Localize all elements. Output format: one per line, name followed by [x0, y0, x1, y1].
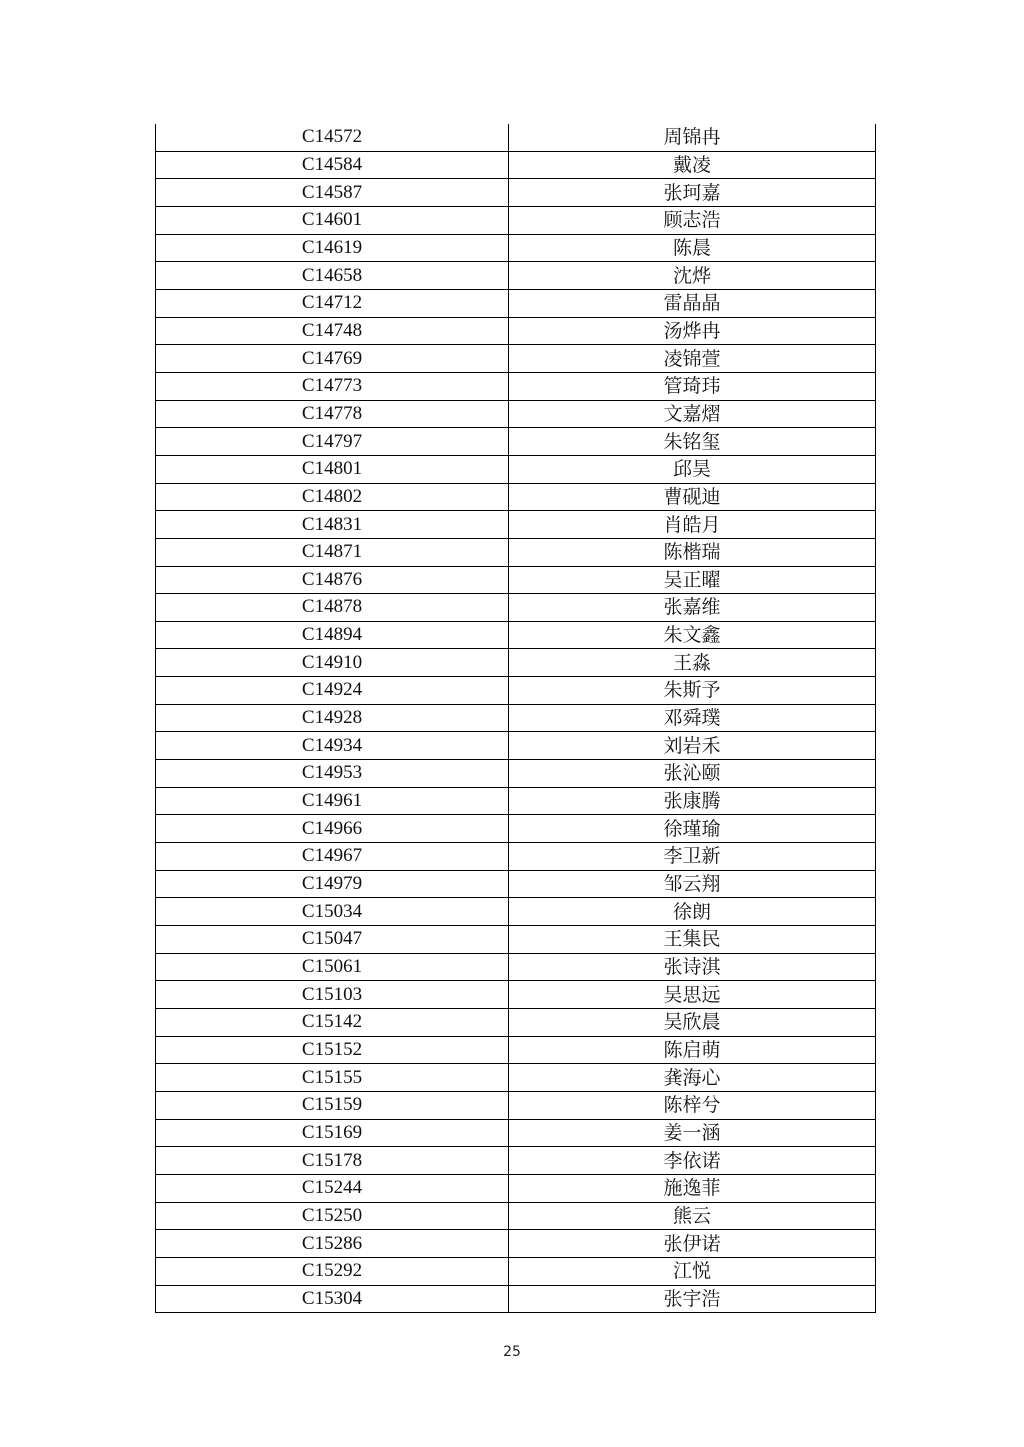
candidate-name-cell: 江悦	[509, 1257, 876, 1285]
table-row	[156, 400, 876, 428]
table-row	[156, 1147, 876, 1175]
table-row	[156, 428, 876, 456]
table-row	[156, 538, 876, 566]
candidate-id-cell: C14876	[156, 566, 509, 594]
candidate-name-cell: 顾志浩	[509, 206, 876, 234]
candidate-name-cell: 吴正曜	[509, 566, 876, 594]
candidate-name-cell: 陈晨	[509, 234, 876, 262]
table-row	[156, 206, 876, 234]
table-row	[156, 511, 876, 539]
candidate-name-cell: 邱昊	[509, 455, 876, 483]
table-row	[156, 677, 876, 705]
candidate-name-cell: 徐瑾瑜	[509, 815, 876, 843]
candidate-id-cell: C14966	[156, 815, 509, 843]
candidate-id-cell: C14797	[156, 428, 509, 456]
candidate-id-cell: C15169	[156, 1119, 509, 1147]
candidate-id-cell: C14894	[156, 621, 509, 649]
candidate-name-cell: 吴思远	[509, 981, 876, 1009]
candidate-id-cell: C15304	[156, 1285, 509, 1313]
candidate-id-cell: C15061	[156, 953, 509, 981]
candidate-id-cell: C14778	[156, 400, 509, 428]
candidate-name-cell: 文嘉熠	[509, 400, 876, 428]
candidate-id-cell: C14601	[156, 206, 509, 234]
candidate-name-cell: 龚海心	[509, 1064, 876, 1092]
candidate-name-cell: 朱文鑫	[509, 621, 876, 649]
candidate-id-cell: C14802	[156, 483, 509, 511]
candidate-id-cell: C14953	[156, 760, 509, 788]
table-row	[156, 124, 876, 151]
candidate-id-cell: C14831	[156, 511, 509, 539]
candidate-name-cell: 张沁颐	[509, 760, 876, 788]
candidate-id-cell: C14878	[156, 594, 509, 622]
candidate-name-cell: 朱斯予	[509, 677, 876, 705]
table-row	[156, 1202, 876, 1230]
table-row	[156, 483, 876, 511]
candidate-name-cell: 沈烨	[509, 262, 876, 290]
candidate-name-cell: 施逸菲	[509, 1174, 876, 1202]
candidate-name-cell: 张康腾	[509, 787, 876, 815]
table-row	[156, 1119, 876, 1147]
table-row	[156, 649, 876, 677]
candidate-id-cell: C14658	[156, 262, 509, 290]
table-row	[156, 870, 876, 898]
table-row	[156, 345, 876, 373]
candidate-name-cell: 李依诺	[509, 1147, 876, 1175]
candidate-name-cell: 徐朗	[509, 898, 876, 926]
candidate-name-cell: 邹云翔	[509, 870, 876, 898]
candidate-id-cell: C14871	[156, 538, 509, 566]
candidate-name-cell: 刘岩禾	[509, 732, 876, 760]
candidate-name-cell: 陈梓兮	[509, 1091, 876, 1119]
candidate-name-cell: 王淼	[509, 649, 876, 677]
candidate-id-cell: C14967	[156, 843, 509, 871]
candidate-id-cell: C15178	[156, 1147, 509, 1175]
candidate-id-cell: C14587	[156, 179, 509, 207]
roster-table	[155, 124, 876, 1313]
candidate-name-cell: 张宇浩	[509, 1285, 876, 1313]
table-row	[156, 815, 876, 843]
candidate-id-cell: C14934	[156, 732, 509, 760]
page-number: 25	[503, 1344, 521, 1360]
candidate-id-cell: C15250	[156, 1202, 509, 1230]
candidate-id-cell: C14619	[156, 234, 509, 262]
candidate-name-cell: 陈楷瑞	[509, 538, 876, 566]
candidate-id-cell: C14961	[156, 787, 509, 815]
table-row	[156, 1257, 876, 1285]
candidate-id-cell: C14748	[156, 317, 509, 345]
table-row	[156, 594, 876, 622]
candidate-id-cell: C14924	[156, 677, 509, 705]
candidate-id-cell: C14712	[156, 289, 509, 317]
candidate-id-cell: C14572	[156, 124, 509, 151]
candidate-name-cell: 陈启萌	[509, 1036, 876, 1064]
candidate-name-cell: 戴凌	[509, 151, 876, 179]
table-row	[156, 151, 876, 179]
candidate-id-cell: C14928	[156, 704, 509, 732]
candidate-id-cell: C14773	[156, 372, 509, 400]
table-row	[156, 926, 876, 954]
roster-table-body	[156, 124, 876, 1313]
candidate-name-cell: 朱铭玺	[509, 428, 876, 456]
table-row	[156, 1091, 876, 1119]
candidate-name-cell: 周锦冉	[509, 124, 876, 151]
candidate-id-cell: C15034	[156, 898, 509, 926]
candidate-id-cell: C15155	[156, 1064, 509, 1092]
candidate-id-cell: C15244	[156, 1174, 509, 1202]
candidate-id-cell: C14584	[156, 151, 509, 179]
table-row	[156, 1174, 876, 1202]
table-row	[156, 289, 876, 317]
candidate-id-cell: C15159	[156, 1091, 509, 1119]
candidate-id-cell: C15286	[156, 1230, 509, 1258]
candidate-name-cell: 汤烨冉	[509, 317, 876, 345]
table-row	[156, 455, 876, 483]
candidate-id-cell: C15292	[156, 1257, 509, 1285]
candidate-name-cell: 李卫新	[509, 843, 876, 871]
candidate-name-cell: 张伊诺	[509, 1230, 876, 1258]
candidate-name-cell: 凌锦萱	[509, 345, 876, 373]
candidate-name-cell: 姜一涵	[509, 1119, 876, 1147]
table-row	[156, 953, 876, 981]
table-row	[156, 566, 876, 594]
candidate-name-cell: 张嘉维	[509, 594, 876, 622]
candidate-name-cell: 曹砚迪	[509, 483, 876, 511]
table-row	[156, 704, 876, 732]
table-row	[156, 898, 876, 926]
candidate-name-cell: 吴欣晨	[509, 1009, 876, 1037]
table-row	[156, 1009, 876, 1037]
table-row	[156, 732, 876, 760]
table-row	[156, 1285, 876, 1313]
candidate-name-cell: 雷晶晶	[509, 289, 876, 317]
candidate-id-cell: C14910	[156, 649, 509, 677]
table-row	[156, 760, 876, 788]
candidate-name-cell: 管琦玮	[509, 372, 876, 400]
table-row	[156, 234, 876, 262]
table-row	[156, 981, 876, 1009]
candidate-name-cell: 肖皓月	[509, 511, 876, 539]
table-row	[156, 1230, 876, 1258]
candidate-id-cell: C15047	[156, 926, 509, 954]
table-row	[156, 262, 876, 290]
candidate-id-cell: C14769	[156, 345, 509, 373]
table-row	[156, 179, 876, 207]
table-row	[156, 787, 876, 815]
candidate-name-cell: 熊云	[509, 1202, 876, 1230]
candidate-name-cell: 王集民	[509, 926, 876, 954]
candidate-id-cell: C15152	[156, 1036, 509, 1064]
candidate-id-cell: C14979	[156, 870, 509, 898]
candidate-name-cell: 张珂嘉	[509, 179, 876, 207]
candidate-id-cell: C15103	[156, 981, 509, 1009]
candidate-id-cell: C15142	[156, 1009, 509, 1037]
table-row	[156, 1064, 876, 1092]
candidate-name-cell: 张诗淇	[509, 953, 876, 981]
table-row	[156, 621, 876, 649]
candidate-id-cell: C14801	[156, 455, 509, 483]
table-row	[156, 372, 876, 400]
candidate-name-cell: 邓舜璞	[509, 704, 876, 732]
table-row	[156, 1036, 876, 1064]
table-row	[156, 317, 876, 345]
table-row	[156, 843, 876, 871]
